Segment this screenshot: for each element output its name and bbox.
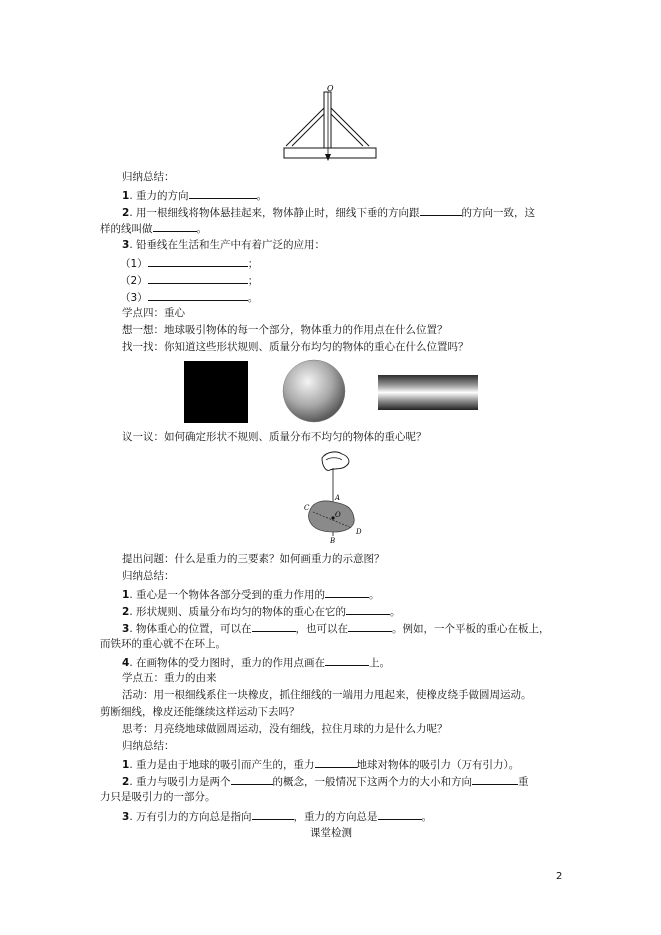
period: 。 <box>196 223 207 235</box>
blank[interactable] <box>325 654 369 666</box>
heading-summary-a: 归纳总结： <box>122 171 175 183</box>
think-text: 思考：月亮绕地球做圆周运动，没有细线，拉住月球的力是什么力呢？ <box>122 723 448 735</box>
punct: ； <box>247 275 259 287</box>
label-a: A <box>335 494 341 502</box>
use-2 <box>120 272 258 288</box>
text: 。 <box>421 811 432 823</box>
suspension-method-figure <box>296 448 376 544</box>
text: ，重力的方向总是 <box>293 811 378 823</box>
text: . 用一根细线将物体悬挂起来，物体静止时，细线下垂的方向跟 <box>129 207 420 219</box>
summary-c-item-2-cont: 力只是吸引力的一部分。 <box>100 791 216 803</box>
summary-a-item-1 <box>122 187 267 203</box>
blank[interactable] <box>252 808 294 820</box>
page-number: 2 <box>556 871 563 882</box>
num: 1 <box>122 190 130 202</box>
text: 地球对物体的吸引力（万有引力）。 <box>356 759 520 771</box>
text: ，也可以在 <box>295 623 348 635</box>
num: 3 <box>122 811 130 823</box>
label-o: O <box>335 511 341 519</box>
text: . 铅垂线在生活和生产中有着广泛的应用： <box>129 239 325 251</box>
summary-b-item-1 <box>122 586 380 602</box>
activity-text: 活动：用一根细线系住一块橡皮，抓住细线的一端用力甩起来，使橡皮绕手做圆周运动。 <box>122 689 532 701</box>
cube-shape <box>184 361 248 423</box>
label: （2） <box>120 275 148 287</box>
blank[interactable] <box>315 756 357 768</box>
text: 样的线叫做 <box>100 223 153 235</box>
blank[interactable] <box>378 808 422 820</box>
text: . 在画物体的受力图时，重力的作用点画在 <box>129 657 325 669</box>
blank[interactable] <box>348 620 392 632</box>
num: 2 <box>122 207 130 219</box>
label-o: O <box>327 84 334 93</box>
blank[interactable] <box>420 204 462 216</box>
text: . 重力与吸引力是两个 <box>129 776 231 788</box>
blank[interactable] <box>148 272 248 284</box>
section-title-gravity-center: 学点四：重心 <box>122 307 185 319</box>
classroom-test-heading: 课堂检测 <box>310 827 352 839</box>
text: 重 <box>518 776 529 788</box>
text: . 重心是一个物体各部分受到的重力作用的 <box>129 589 325 601</box>
heading-summary-c: 归纳总结： <box>122 740 175 752</box>
blank[interactable] <box>252 620 296 632</box>
label: （3） <box>120 292 148 304</box>
num: 2 <box>122 776 130 788</box>
summary-a-item-2 <box>122 204 535 220</box>
section-title-gravity-origin: 学点五：重力的由来 <box>122 672 217 684</box>
summary-a-item-2-cont <box>100 220 207 236</box>
blank[interactable] <box>472 773 518 785</box>
label-d: D <box>356 528 362 536</box>
find-question: 找一找：你知道这些形状规则、质量分布均匀的物体的重心在什么位置吗？ <box>122 341 469 353</box>
cylinder-shape <box>378 375 478 410</box>
punct: ； <box>247 258 259 270</box>
text: 的方向一致，这 <box>461 207 535 219</box>
num: 4 <box>122 657 130 669</box>
blank[interactable] <box>346 603 390 615</box>
blank[interactable] <box>325 586 369 598</box>
plumb-stand-figure <box>282 84 382 164</box>
period: 。 <box>390 606 401 618</box>
sphere-shape <box>283 360 345 422</box>
period: 。 <box>256 190 267 202</box>
num: 1 <box>122 589 130 601</box>
text: 的概念，一般情况下这两个力的大小和方向 <box>272 776 472 788</box>
activity-text-cont: 剪断细线，橡皮还能继续这样运动下去吗？ <box>100 706 300 718</box>
summary-b-item-2 <box>122 603 401 619</box>
summary-c-item-3 <box>122 808 432 824</box>
blank[interactable] <box>148 289 248 301</box>
blank[interactable] <box>148 255 248 267</box>
num: 2 <box>122 606 130 618</box>
summary-c-item-2 <box>122 773 529 789</box>
label: （1） <box>120 258 148 270</box>
raise-question: 提出问题：什么是重力的三要素？如何画重力的示意图？ <box>122 553 385 565</box>
text: . 物体重心的位置，可以在 <box>129 623 252 635</box>
punct: 。 <box>247 292 259 304</box>
text: . 形状规则、质量分布均匀的物体的重心在它的 <box>129 606 346 618</box>
regular-shapes-figure <box>182 359 482 427</box>
use-3 <box>120 289 258 305</box>
blank[interactable] <box>189 187 257 199</box>
text: . 重力是由于地球的吸引而产生的，重力 <box>129 759 315 771</box>
num: 3 <box>122 623 130 635</box>
summary-c-item-1 <box>122 756 519 772</box>
label-b: B <box>330 537 336 544</box>
summary-a-item-3 <box>122 238 325 252</box>
period: 。 <box>369 589 380 601</box>
summary-b-item-3-cont: 而铁环的重心就不在环上。 <box>100 638 226 650</box>
summary-b-item-3 <box>122 620 550 636</box>
text: 。例如，一个平板的重心在板上， <box>392 623 550 635</box>
num: 3 <box>122 239 130 251</box>
think-question: 想一想：地球吸引物体的每一个部分，物体重力的作用点在什么位置？ <box>122 324 448 336</box>
blank[interactable] <box>153 220 197 232</box>
heading-summary-b: 归纳总结： <box>122 570 175 582</box>
label-c: C <box>304 504 310 512</box>
discuss-question: 议一议：如何确定形状不规则、质量分布不均匀的物体的重心呢？ <box>122 431 427 443</box>
summary-b-item-4 <box>122 654 390 670</box>
use-1 <box>120 255 258 271</box>
blank[interactable] <box>231 773 273 785</box>
text: . 万有引力的方向总是指向 <box>129 811 252 823</box>
text: 上。 <box>369 657 390 669</box>
text: . 重力的方向 <box>129 190 189 202</box>
num: 1 <box>122 759 130 771</box>
